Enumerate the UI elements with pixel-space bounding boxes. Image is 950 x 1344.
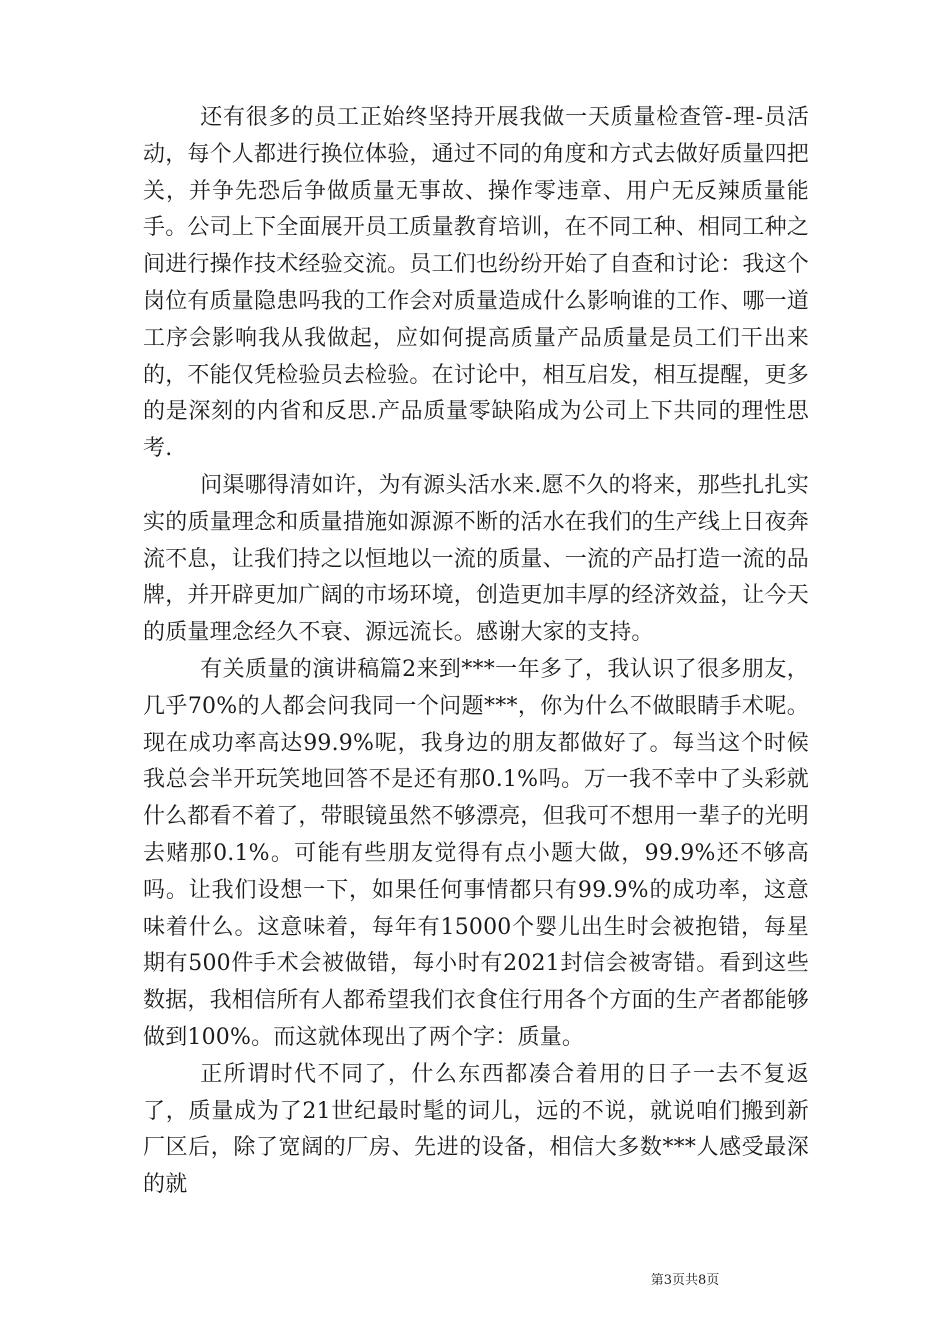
page-number-footer: 第3页共8页	[650, 1273, 720, 1288]
document-body	[143, 100, 809, 1204]
paragraph-4: 正所谓时代不同了，什么东西都凑合着用的日子一去不复返了，质量成为了21世纪最时髦的词儿，远的不说，就说咱们搬到新厂区后，除了宽阔的厂房、先进的设备，相信大多数***人感受最深的就	[143, 1061, 809, 1198]
paragraph-1: 还有很多的员工正始终坚持开展我做一天质量检查管-理-员活动，每个人都进行换位体验，通过不同的角度和方式去做好质量四把关，并争先恐后争做质量无事故、操作零违章、用户无反辣质量能手。公司上下全面展开员工质量教育培训，在不同工种、相同工种之间进行操作技术经验交流。员工们也纷纷开始了自查和讨论：我这个岗位有质量隐患吗我的工作会对质量造成什么影响谁的工作、哪一道工序会影响我从我做起，应如何提高质量产品质量是员工们干出来的，不能仅凭检验员去检验。在讨论中，相互启发，相互提醒，更多的是深刻的内省和反思.产品质量零缺陷成为公司上下共同的理性思考.	[143, 105, 810, 462]
paragraph-2: 问渠哪得清如许，为有源头活水来.愿不久的将来，那些扎扎实实的质量理念和质量措施如源源不断的活水在我们的生产线上日夜奔流不息，让我们持之以恒地以一流的质量、一流的产品打造一流的品牌，并开辟更加广阔的市场环境，创造更加丰厚的经济效益，让今天的质量理念经久不衰、源远流长。感谢大家的支持。	[143, 472, 810, 646]
paragraph-3: 有关质量的演讲稿篇2来到***一年多了，我认识了很多朋友，几乎70%的人都会问我同一个问题***，你为什么不做眼睛手术呢。现在成功率高达99.9%呢，我身边的朋友都做好了。每当这个时候我总会半开玩笑地回答不是还有那0.1%吗。万一我不幸中了头彩就什么都看不着了，带眼镜虽然不够漂亮，但我可不想用一辈子的光明去赌那0.1%。可能有些朋友觉得有点小题大做，99.9%还不够高吗。让我们设想一下，如果任何事情都只有99.9%的成功率，这意味着什么。这意味着，每年有15000个婴儿出生时会被抱错，每星期有500件手术会被做错，每小时有2021封信会被寄错。看到这些数据，我相信所有人都希望我们衣食住行用各个方面的生产者都能够做到100%。而这就体现出了两个字：质量。	[143, 656, 810, 1050]
